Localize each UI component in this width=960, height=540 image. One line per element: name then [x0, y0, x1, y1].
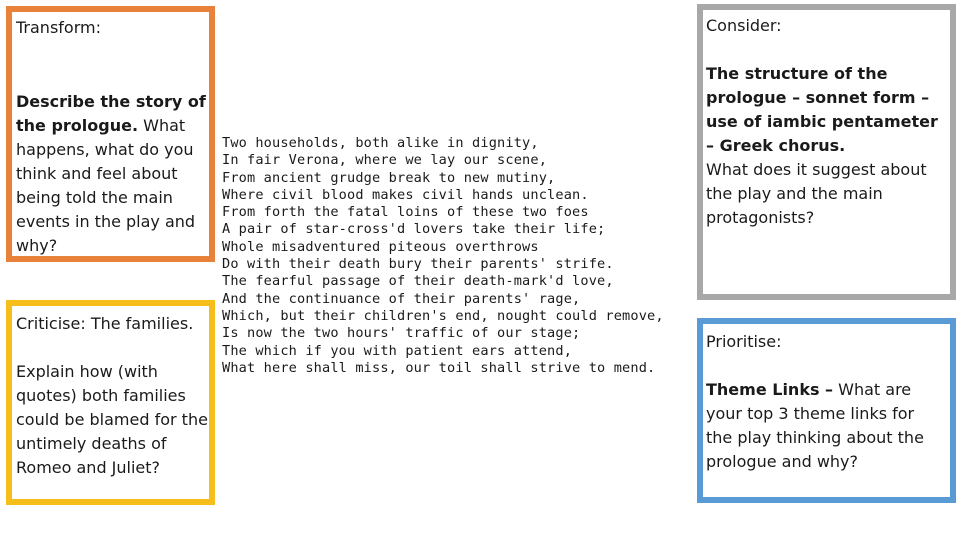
prioritise-heading: Prioritise: [706, 332, 782, 351]
consider-body-text: What does it suggest about the play and the main protagonists? [706, 160, 927, 227]
poem-line: The which if you with patient ears attend, [222, 342, 573, 359]
consider-heading: Consider: [706, 16, 782, 35]
poem-line: What here shall miss, our toil shall strive to mend. [222, 359, 656, 376]
consider-prompt [706, 62, 942, 230]
poem-line: And the continuance of their parents' rage, [222, 290, 581, 307]
poem-line: From forth the fatal loins of these two foes [222, 204, 589, 221]
poem-line: Whole misadventured piteous overthrows [222, 238, 539, 255]
poem-line: Is now the two hours' traffic of our stage; [222, 325, 581, 342]
criticise-body-text: Explain how (with quotes) both families could be blamed for the untimely deaths of Romeo and Juliet? [16, 362, 208, 477]
prologue-poem [222, 135, 692, 377]
prioritise-bold-text: Theme Links – [706, 380, 834, 399]
poem-line: The fearful passage of their death-mark'd love, [222, 273, 614, 290]
prioritise-prompt [706, 378, 942, 474]
consider-bold-text: The structure of the prologue – sonnet form – use of iambic pentameter – Greek chorus. [706, 64, 938, 155]
criticise-heading: Criticise: The families. [16, 314, 194, 333]
poem-line: A pair of star-cross'd lovers take their life; [222, 221, 606, 238]
transform-body-text: What happens, what do you think and feel about being told the main events in the play and why? [16, 116, 196, 255]
poem-line: From ancient grudge break to new mutiny, [222, 169, 556, 186]
consider-box [697, 4, 956, 300]
poem-line: Two households, both alike in dignity, [222, 135, 539, 151]
poem-line: Do with their death bury their parents' strife. [222, 256, 614, 273]
transform-prompt [16, 90, 206, 258]
poem-line: Which, but their children's end, nought could remove, [222, 307, 664, 324]
transform-heading: Transform: [16, 18, 101, 37]
poem-line: Where civil blood makes civil hands unclean. [222, 186, 589, 203]
transform-box [6, 6, 215, 262]
prioritise-box [697, 318, 956, 503]
criticise-box [6, 300, 215, 505]
poem-line: In fair Verona, where we lay our scene, [222, 152, 548, 169]
transform-bold-text: Describe the story of the prologue. [16, 92, 206, 135]
prioritise-body-text: What are your top 3 theme links for the play thinking about the prologue and why? [706, 380, 924, 471]
